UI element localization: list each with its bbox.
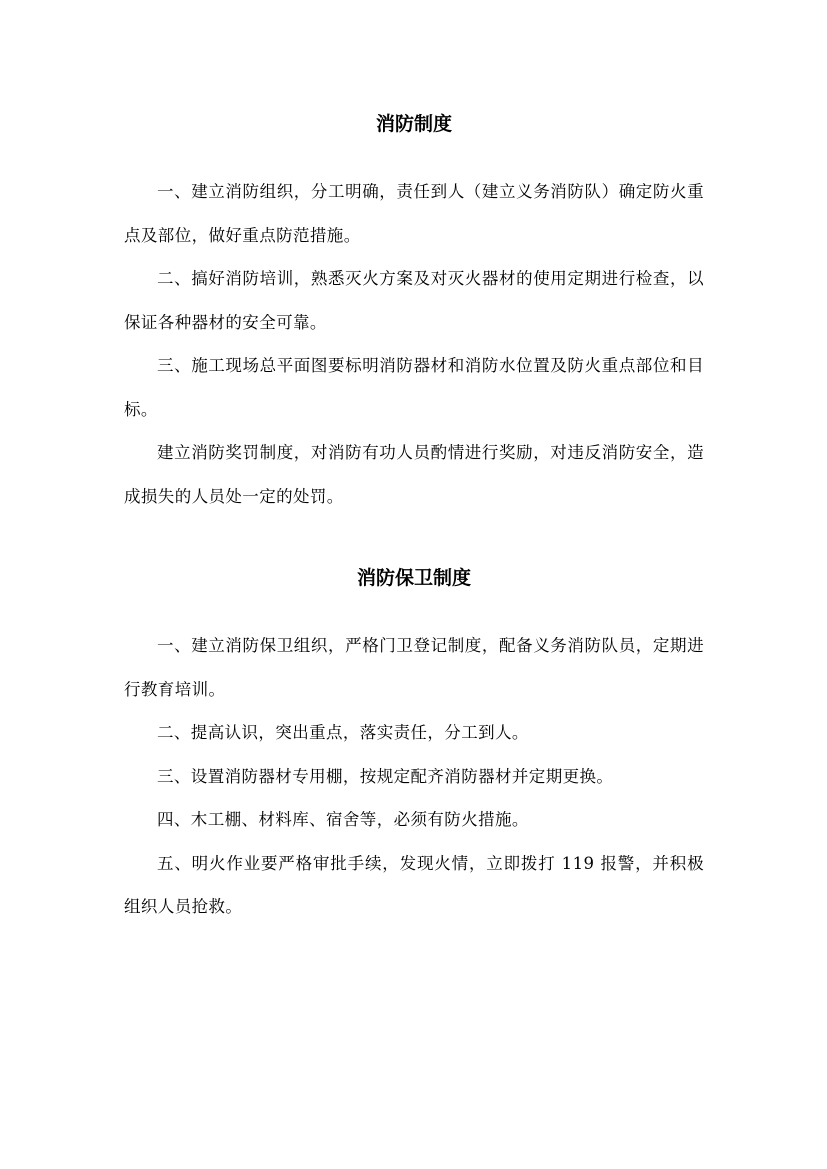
paragraph: 二、搞好消防培训，熟悉灭火方案及对灭火器材的使用定期进行检查，以保证各种器材的安全可靠。 (124, 269, 704, 332)
paragraph: 一、建立消防组织，分工明确，责任到人（建立义务消防队）确定防火重点及部位，做好重点防范措施。 (124, 182, 704, 245)
section-title: 消防保卫制度 (356, 567, 471, 589)
paragraph: 一、建立消防保卫组织，严格门卫登记制度，配备义务消防队员，定期进行教育培训。 (124, 636, 704, 699)
section-body (124, 624, 704, 929)
paragraph: 五、明火作业要严格审批手续，发现火情，立即拨打 119 报警，并积极组织人员抢救。 (124, 853, 704, 916)
paragraph: 三、设置消防器材专用棚，按规定配齐消防器材并定期更换。 (157, 766, 614, 786)
paragraph: 二、提高认识，突出重点，落实责任，分工到人。 (157, 723, 529, 742)
section-title: 消防制度 (375, 113, 452, 135)
fire-safety-rules-section (124, 108, 704, 518)
section-body (124, 170, 704, 518)
paragraph: 三、施工现场总平面图要标明消防器材和消防水位置及防火重点部位和目标。 (124, 356, 704, 419)
paragraph: 建立消防奖罚制度，对消防有功人员酌情进行奖励，对违反消防安全，造成损失的人员处一定的处罚。 (124, 443, 704, 506)
fire-security-rules-section (124, 562, 704, 929)
paragraph: 四、木工棚、材料库、宿舍等，必须有防火措施。 (157, 810, 529, 829)
